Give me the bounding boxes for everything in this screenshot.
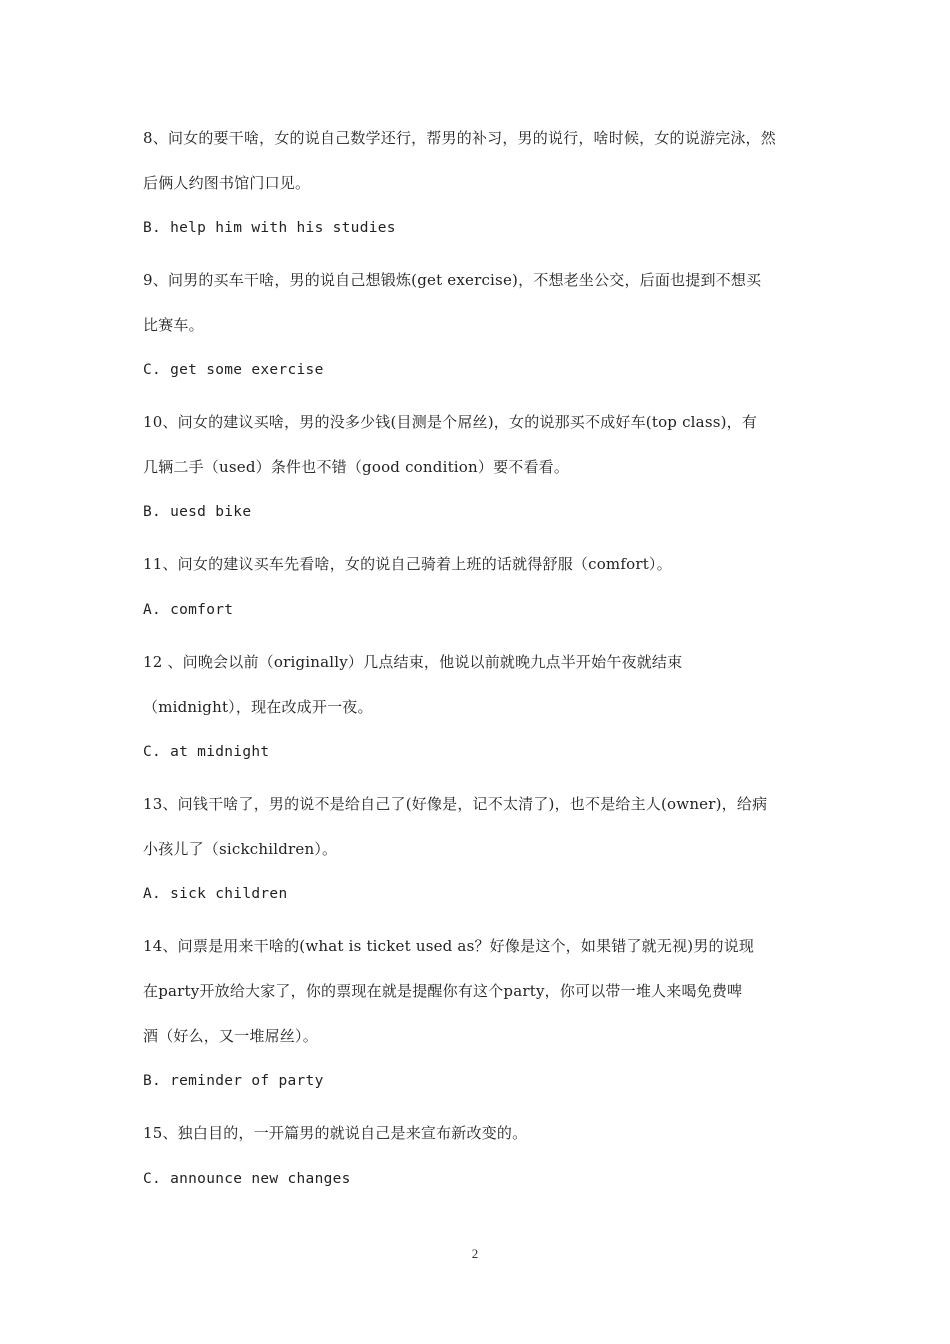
answer-13: A. sick children	[143, 886, 288, 902]
question-13-line-1: 13、问钱干啥了，男的说不是给自己了(好像是，记不太清了)，也不是给主人(owner)，给病	[143, 795, 768, 813]
answer-11: A. comfort	[143, 602, 234, 618]
question-9-line-1: 9、问男的买车干啥，男的说自己想锻炼(get exercise)，不想老坐公交，后面也提到不想买	[143, 271, 762, 289]
question-14-line-1: 14、问票是用来干啥的(what is ticket used as？好像是这个，如果错了就无视)男的说现	[143, 937, 755, 955]
question-12-line-1: 12 、问晚会以前（originally）几点结束，他说以前就晚九点半开始午夜就结束	[143, 653, 683, 671]
question-10-line-1: 10、问女的建议买啥，男的没多少钱(目测是个屌丝)，女的说那买不成好车(top class)，有	[143, 413, 758, 431]
answer-12: C. at midnight	[143, 744, 270, 760]
question-12-line-2: （midnight），现在改成开一夜。	[143, 698, 373, 716]
question-13-line-2: 小孩儿了（sickchildren）。	[143, 840, 338, 858]
question-15-line-1: 15、独白目的，一开篇男的就说自己是来宣布新改变的。	[143, 1124, 528, 1142]
question-9-line-2: 比赛车。	[143, 316, 204, 334]
answer-9: C. get some exercise	[143, 362, 324, 378]
question-14-line-3: 酒（好么，又一堆屌丝）。	[143, 1027, 318, 1045]
question-8-line-1: 8、问女的要干啥，女的说自己数学还行，帮男的补习，男的说行，啥时候，女的说游完泳，然	[143, 129, 776, 147]
answer-14: B. reminder of party	[143, 1073, 324, 1089]
question-14-line-2: 在party开放给大家了，你的票现在就是提醒你有这个party，你可以带一堆人来喝免费啤	[143, 982, 743, 1000]
answer-10: B. uesd bike	[143, 504, 252, 520]
page-number: 2	[471, 1246, 479, 1261]
answer-8: B. help him with his studies	[143, 220, 396, 236]
question-8-line-2: 后俩人约图书馆门口见。	[143, 174, 311, 192]
question-10-line-2: 几辆二手（used）条件也不错（good condition）要不看看。	[143, 458, 570, 476]
answer-15: C. announce new changes	[143, 1171, 351, 1187]
question-11-line-1: 11、问女的建议买车先看啥，女的说自己骑着上班的话就得舒服（comfort）。	[143, 555, 672, 573]
